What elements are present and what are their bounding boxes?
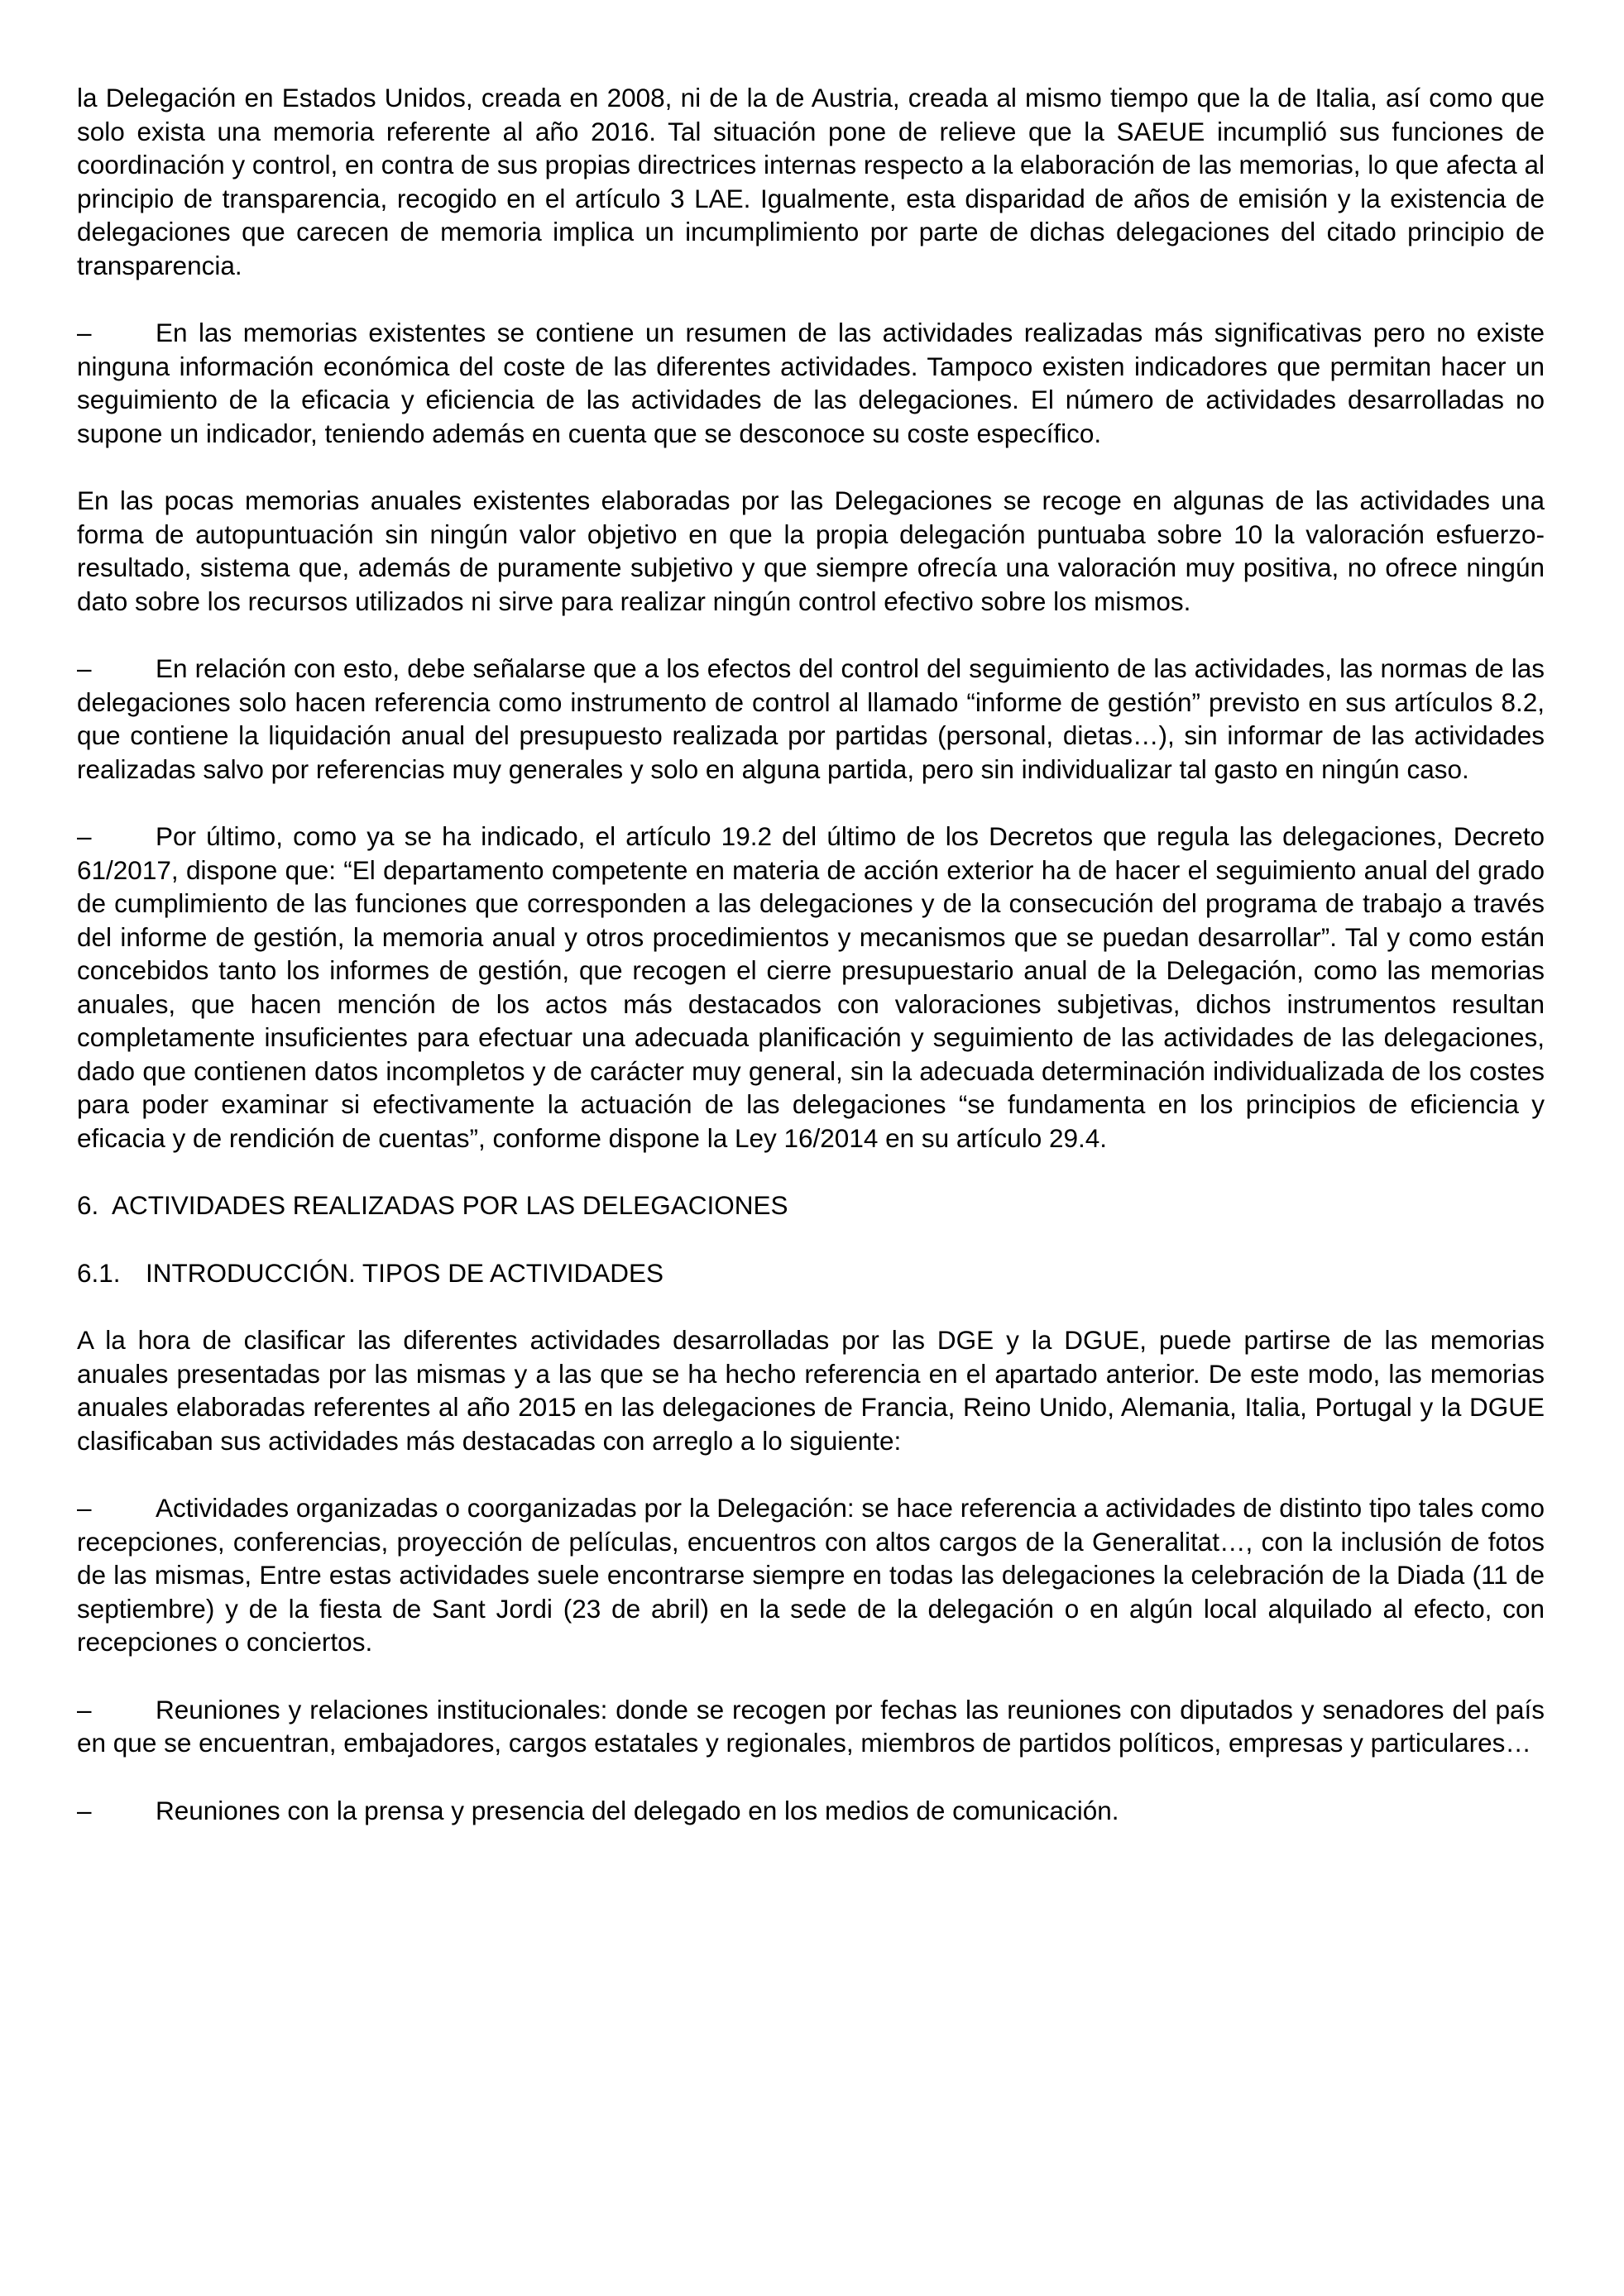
subsection-heading (77, 1256, 1545, 1290)
bullet-item-press-meetings (77, 1794, 1545, 1828)
bullet-text: Reuniones con la prensa y presencia del delegado en los medios de comunicación. (156, 1795, 1119, 1825)
dash-bullet-icon: – (77, 821, 92, 851)
bullet-item-institutional-meetings (77, 1693, 1545, 1760)
bullet-text: En las memorias existentes se contiene un resumen de las actividades realizadas más significativas pero no existe ninguna información económica del coste de las diferentes actividades. Tampoco existen indicadores que permitan hacer un seguimiento de la eficacia y eficiencia de las actividades de las delegaciones. El número de actividades desarrolladas no supone un indicador, teniendo además en cuenta que se desconoce su coste específico. (77, 318, 1545, 448)
subsection-title: INTRODUCCIÓN. TIPOS DE ACTIVIDADES (146, 1257, 664, 1288)
document-page (77, 81, 1545, 1861)
dash-bullet-icon: – (77, 1795, 92, 1825)
paragraph-self-scoring (77, 484, 1545, 618)
dash-bullet-icon: – (77, 1694, 92, 1724)
subsection-number: 6.1. (77, 1257, 121, 1288)
paragraph-text: A la hora de clasificar las diferentes actividades desarrolladas por las DGE y la DGUE, puede partirse de las memorias anuales presentadas por las mismas y a las que se ha hecho referencia en el apartado anterior. De este modo, las memorias anuales elaboradas referentes al año 2015 en las delegaciones de Francia, Reino Unido, Alemania, Italia, Portugal y la DGUE clasificaban sus actividades más destacadas con arreglo a lo siguiente: (77, 1325, 1545, 1456)
dash-bullet-icon: – (77, 318, 92, 347)
dash-bullet-icon: – (77, 1493, 92, 1523)
paragraph-text: En las pocas memorias anuales existentes elaboradas por las Delegaciones se recoge en algunas de las actividades una forma de autopuntuación sin ningún valor objetivo en que la propia delegación puntuaba sobre 10 la valoración esfuerzo-resultado, sistema que, además de puramente subjetivo y que siempre ofrecía una valoración muy positiva, no ofrece ningún dato sobre los recursos utilizados ni sirve para realizar ningún control efectivo sobre los mismos. (77, 486, 1545, 616)
paragraph-text: la Delegación en Estados Unidos, creada en 2008, ni de la de Austria, creada al mismo tiempo que la de Italia, así como que solo exista una memoria referente al año 2016. Tal situación pone de relieve que la SAEUE incumplió sus funciones de coordinación y control, en contra de sus propias directrices internas respecto a la elaboración de las memorias, lo que afecta al principio de transparencia, recogido en el artículo 3 LAE. Igualmente, esta disparidad de años de emisión y la existencia de delegaciones que carecen de memoria implica un incumplimiento por parte de dichas delegaciones del citado principio de transparencia. (77, 83, 1545, 280)
bullet-text: Reuniones y relaciones institucionales: donde se recogen por fechas las reuniones con diputados y senadores del país en que se encuentran, embajadores, cargos estatales y regionales, miembros de partidos políticos, empresas y particulares… (77, 1694, 1545, 1758)
dash-bullet-icon: – (77, 653, 92, 683)
bullet-text: Actividades organizadas o coorganizadas por la Delegación: se hace referencia a actividades de distinto tipo tales como recepciones, conferencias, proyección de películas, encuentros con altos cargos de la Generalitat…, con la inclusión de fotos de las mismas, Entre estas actividades suele encontrarse siempre en todas las delegaciones la celebración de la Diada (11 de septiembre) y de la fiesta de Sant Jordi (23 de abril) en la sede de la delegación o en algún local alquilado al efecto, con recepciones o conciertos. (77, 1493, 1545, 1657)
bullet-item-organized-activities (77, 1491, 1545, 1659)
paragraph-activity-classification (77, 1323, 1545, 1457)
bullet-item-decree-61-2017 (77, 820, 1545, 1155)
bullet-item-management-report (77, 652, 1545, 786)
bullet-text: En relación con esto, debe señalarse que a los efectos del control del seguimiento de las actividades, las normas de las delegaciones solo hacen referencia como instrumento de control al llamado “informe de gestión” previsto en sus artículos 8.2, que contiene la liquidación anual del presupuesto realizada por partidas (personal, dietas…), sin informar de las actividades realizadas salvo por referencias muy generales y solo en alguna partida, pero sin individualizar tal gasto en ningún caso. (77, 653, 1545, 784)
paragraph-delegations-memories (77, 81, 1545, 282)
section-heading (77, 1189, 1545, 1222)
section-title: ACTIVIDADES REALIZADAS POR LAS DELEGACIONES (112, 1190, 788, 1220)
section-number: 6. (77, 1190, 99, 1220)
bullet-text: Por último, como ya se ha indicado, el artículo 19.2 del último de los Decretos que regula las delegaciones, Decreto 61/2017, dispone que: “El departamento competente en materia de acción exterior ha de hacer el seguimiento anual del grado de cumplimiento de las funciones que corresponden a las delegaciones y de la consecución del programa de trabajo a través del informe de gestión, la memoria anual y otros procedimientos y mecanismos que se puedan desarrollar”. Tal y como están concebidos tanto los informes de gestión, que recogen el cierre presupuestario anual de la Delegación, como las memorias anuales, que hacen mención de los actos más destacados con valoraciones subjetivas, dichos instrumentos resultan completamente insuficientes para efectuar una adecuada planificación y seguimiento de las actividades de las delegaciones, dado que contienen datos incompletos y de carácter muy general, sin la adecuada determinación individualizada de los costes para poder examinar si efectivamente la actuación de las delegaciones “se fundamenta en los principios de eficiencia y eficacia y de rendición de cuentas”, conforme dispone la Ley 16/2014 en su artículo 29.4. (77, 821, 1545, 1153)
bullet-item-memories-content (77, 316, 1545, 450)
